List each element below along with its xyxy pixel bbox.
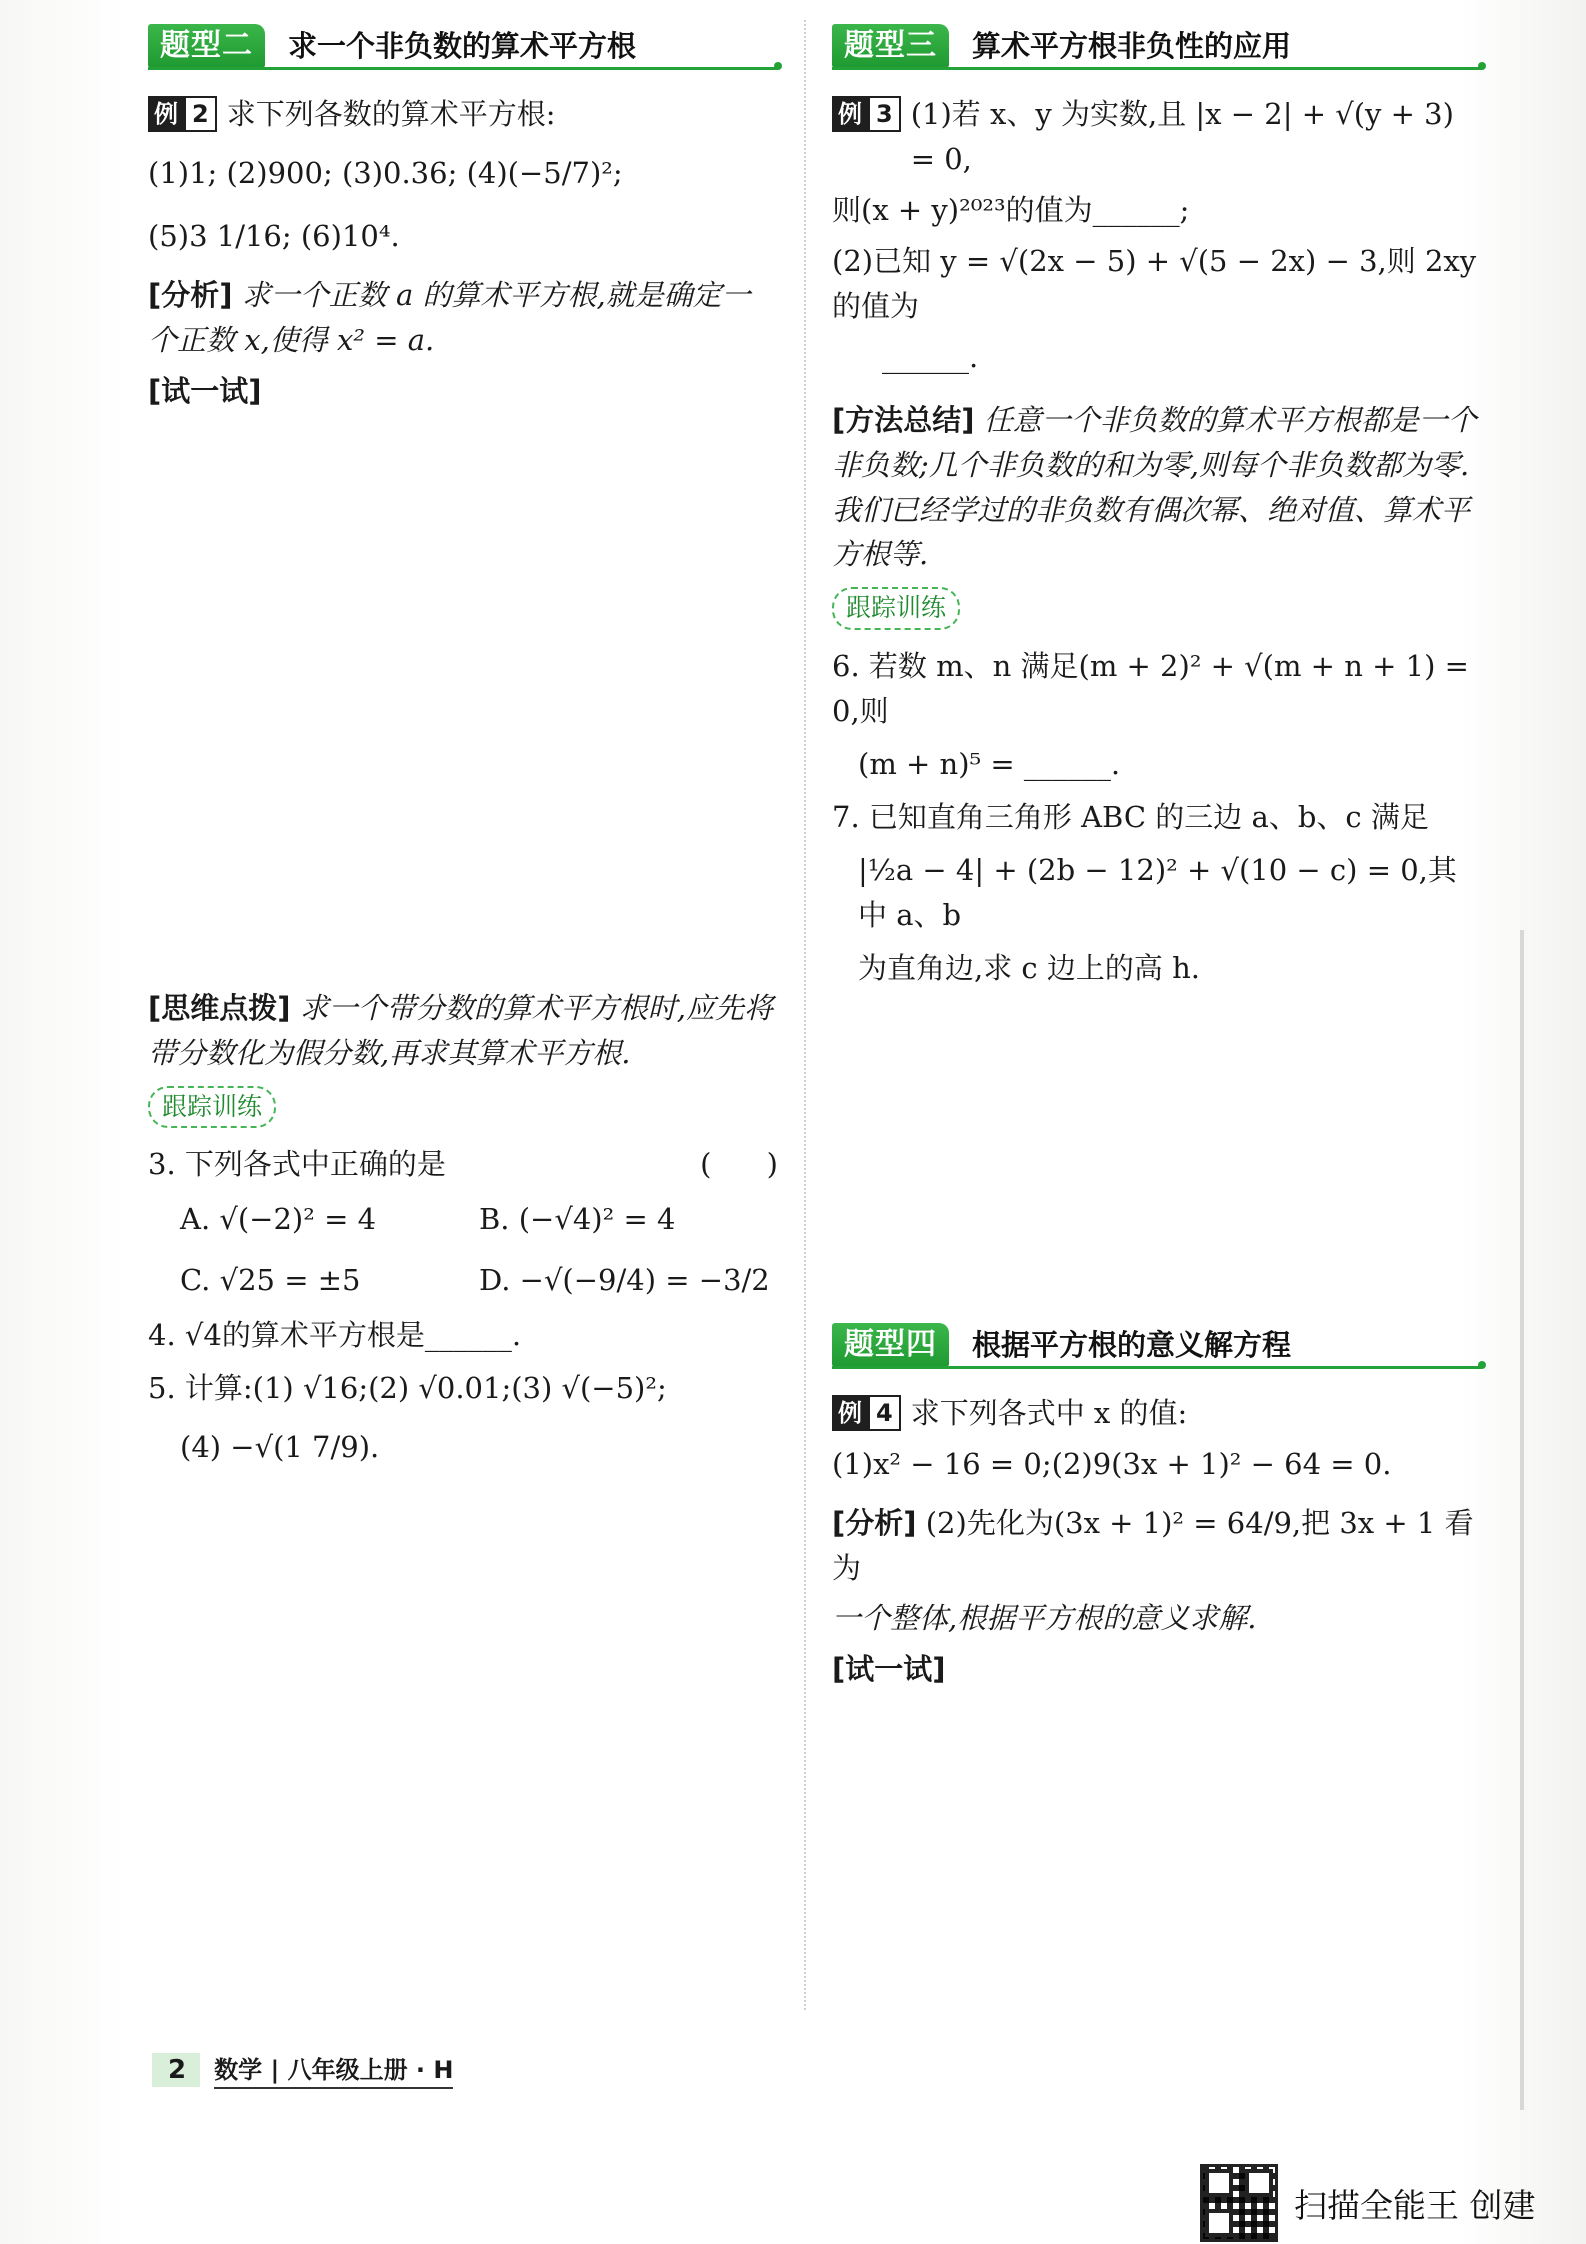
qr-code-icon — [1200, 2164, 1278, 2242]
q3-stem: 3. 下列各式中正确的是 — [148, 1147, 446, 1182]
q3-option-d: D. −√(−9/4) = −3/2 — [479, 1263, 770, 1298]
example-prompt: 求下列各数的算术平方根: — [226, 97, 556, 131]
method-label: [方法总结] — [832, 402, 975, 437]
example-items-2: (5)3 1/16; (6)10⁴. — [148, 218, 400, 253]
left-column — [148, 18, 778, 1478]
column-divider — [804, 20, 806, 2010]
example3-line2: 则(x + y)²⁰²³的值为______; — [832, 192, 1190, 227]
scanner-watermark — [1200, 2164, 1536, 2242]
hint-text: 求一个带分数的算术平方根时,应先将带分数化为假分数,再求其算术平方根. — [148, 990, 773, 1070]
type-tag: 题型四 — [832, 1323, 949, 1367]
example-4 — [832, 1391, 1482, 1436]
try-label: [试一试] — [832, 1652, 946, 1687]
question-7-line3: 为直角边,求 c 边上的高 h. — [858, 950, 1201, 985]
example4-prompt: 求下列各式中 x 的值: — [910, 1395, 1188, 1430]
hint-label: [思维点拨] — [148, 990, 291, 1025]
heading-rule — [832, 67, 1482, 70]
example-items-1: (1)1; (2)900; (3)0.36; (4)(−5/7)²; — [148, 155, 623, 190]
question-6-line1: 6. 若数 m、n 满足(m + 2)² + √(m + n + 1) = 0,则 — [832, 649, 1469, 729]
right-column — [832, 18, 1482, 1698]
watermark-text: 扫描全能王 创建 — [1294, 2185, 1536, 2225]
example4-equations: (1)x² − 16 = 0;(2)9(3x + 1)² − 64 = 0. — [832, 1446, 1392, 1481]
book-title: 数学 | 八年级上册 · H — [214, 2050, 453, 2089]
analysis-label: [分析] — [148, 277, 233, 312]
answer-space — [148, 420, 778, 980]
q3-option-b: B. (−√4)² = 4 — [479, 1202, 676, 1237]
question-3 — [148, 1142, 778, 1187]
analysis4-text2: 一个整体,根据平方根的意义求解. — [832, 1601, 1257, 1636]
question-7-line2: |½a − 4| + (2b − 12)² + √(10 − c) = 0,其中 a、b — [858, 852, 1457, 932]
section-title: 算术平方根非负性的应用 — [972, 29, 1292, 63]
thinking-hint — [148, 986, 778, 1076]
analysis-text: 求一个正数 a 的算术平方根,就是确定一个正数 x,使得 x² = a. — [148, 277, 751, 357]
analysis4-text1: (2)先化为(3x + 1)² = 64/9,把 3x + 1 看为 — [832, 1505, 1474, 1585]
q3-options — [180, 1197, 778, 1303]
example-badge: 例 2 — [148, 96, 217, 132]
question-7-line1: 7. 已知直角三角形 ABC 的三边 a、b、c 满足 — [832, 799, 1429, 834]
page-footer — [152, 2050, 453, 2089]
section-heading-type3 — [832, 18, 1482, 74]
heading-rule — [148, 67, 778, 70]
question-5-line2: (4) −√(1 7/9). — [180, 1429, 380, 1464]
type-tag: 题型二 — [148, 24, 265, 68]
q3-answer-paren: ( ) — [700, 1147, 778, 1182]
training-label: 跟踪训练 — [148, 1086, 276, 1129]
question-5-line1: 5. 计算:(1) √16;(2) √0.01;(3) √(−5)²; — [148, 1371, 667, 1405]
method-summary — [832, 398, 1482, 578]
example-2 — [148, 92, 778, 137]
q3-option-c: C. √25 = ±5 — [180, 1263, 361, 1298]
training-label: 跟踪训练 — [832, 587, 960, 630]
example3-line1: (1)若 x、y 为实数,且 |x − 2| + √(y + 3) = 0, — [910, 97, 1454, 176]
section-title: 求一个非负数的算术平方根 — [288, 29, 637, 63]
page-number: 2 — [152, 2053, 200, 2087]
example3-line3: (2)已知 y = √(2x − 5) + √(5 − 2x) − 3,则 2xy 的值为 — [832, 243, 1477, 323]
section-title: 根据平方根的意义解方程 — [972, 1327, 1292, 1362]
section-heading-type2 — [148, 18, 778, 74]
method-text: 任意一个非负数的算术平方根都是一个非负数;几个非负数的和为零,则每个非负数都为零.我们已经学过的非负数有偶次幂、绝对值、算术平方根等. — [832, 402, 1477, 572]
analysis-4 — [832, 1501, 1482, 1591]
heading-rule — [832, 1366, 1482, 1369]
answer-space — [832, 999, 1482, 1299]
example-badge: 例 3 — [832, 96, 901, 132]
question-6-line2: (m + n)⁵ = ______. — [858, 747, 1121, 781]
try-label: [试一试] — [148, 373, 262, 408]
analysis — [148, 273, 778, 363]
example-badge: 例 4 — [832, 1395, 901, 1431]
analysis4-label: [分析] — [832, 1505, 917, 1540]
q3-option-a: A. √(−2)² = 4 — [180, 1202, 377, 1237]
page-edge-shadow — [1520, 930, 1524, 2110]
question-4: 4. √4的算术平方根是______. — [148, 1318, 522, 1353]
section-heading-type4 — [832, 1317, 1482, 1373]
type-tag: 题型三 — [832, 24, 949, 68]
example3-line4: ______. — [882, 339, 979, 374]
example-3 — [832, 92, 1482, 182]
